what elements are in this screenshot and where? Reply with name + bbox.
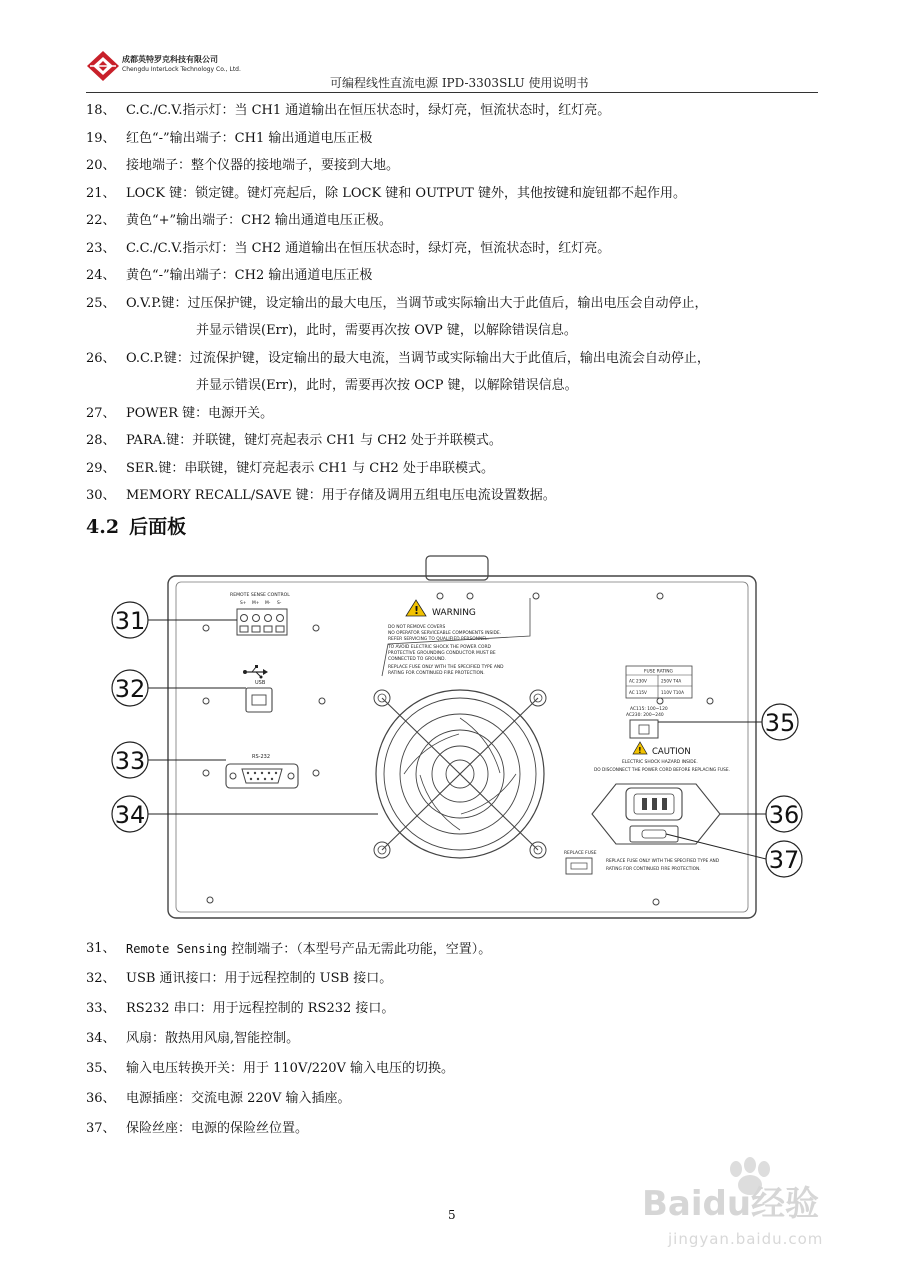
terminal-label: M- [265,601,271,606]
item-text: 风扇：散热用风扇,智能控制。 [126,1031,300,1046]
callout-32 [112,670,148,706]
item-text: 控制端子：（本型号产品无需此功能，空置）。 [227,942,492,957]
item-text: C.C./C.V.指示灯：当 CH2 通道输出在恒压状态时，绿灯亮，恒流状态时，红灯亮。 [126,240,611,256]
item-number: 24、 [86,268,116,283]
item-number: 36、 [86,1091,116,1106]
item-text: 接地端子：整个仪器的接地端子，要接到大地。 [126,158,400,173]
list-item [86,482,826,510]
item-text: O.C.P.键：过流保护键，设定输出的最大电流，当调节或实际输出大于此值后，输出电流会自动停止， [126,350,710,366]
svg-text:AC 230V: AC 230V [629,678,647,684]
rs232-label: RS-232 [252,754,270,760]
item-number: 37、 [86,1121,116,1136]
caution-title: CAUTION [652,747,691,757]
caution-line: ELECTRIC SHOCK HAZARD INSIDE. [622,760,698,765]
rear-panel-diagram [114,548,800,928]
page-header [0,0,905,95]
item-number: 20、 [86,158,116,173]
section-number: 4.2 [86,516,120,538]
caution-icon [633,742,647,755]
list-item [86,1114,826,1144]
list-item [86,1054,826,1084]
front-panel-item-list [86,97,826,510]
remote-sense-terminal-block [237,609,287,635]
callout-35 [762,704,798,740]
svg-text:FUSE RATING: FUSE RATING [644,669,673,675]
item-number: 29、 [86,460,116,476]
fuse-holder [630,826,678,842]
item-text-mono: Remote Sensing [126,942,228,956]
watermark-brand: Baidu经验 [642,1184,820,1224]
item-number: 23、 [86,240,116,256]
svg-text:34: 34 [114,801,146,829]
item-text-continuation: 并显示错误(Err)，此时，需要再次按 OVP 键，以解除错误信息。 [196,323,577,338]
item-text: 电源插座：交流电源 220V 输入插座。 [126,1091,351,1106]
item-text: MEMORY RECALL/SAVE 键：用于存储及调用五组电压电流设置数据。 [126,488,556,503]
company-logo-icon [86,50,120,82]
item-text: PARA.键：并联键，键灯亮起表示 CH1 与 CH2 处于并联模式。 [126,433,502,448]
terminal-label: M+ [252,601,260,606]
usb-icon [243,665,268,679]
item-text: USB 通讯接口：用于远程控制的 USB 接口。 [126,971,393,986]
item-number: 31、 [86,941,116,956]
list-item [86,455,826,483]
item-text: O.V.P.键：过压保护键，设定输出的最大电压，当调节或实际输出大于此值后，输出电压会自动停止， [126,295,708,311]
list-item [86,180,826,208]
section-heading [86,512,186,539]
voltage-selector-switch [630,720,658,738]
callout-36 [766,796,802,832]
svg-text:!: ! [414,604,420,617]
item-number: 33、 [86,1001,116,1016]
svg-text:!: ! [638,746,642,755]
svg-text:37: 37 [768,846,800,874]
list-item [86,235,826,263]
list-item [86,345,826,400]
item-text: RS232 串口：用于远程控制的 RS232 接口。 [126,1001,395,1016]
remote-sense-label: REMOTE SENSE CONTROL [230,593,290,598]
item-number: 21、 [86,185,116,201]
svg-text:32: 32 [114,675,146,703]
watermark-url: jingyan.baidu.com [668,1230,824,1248]
list-item [86,1024,826,1054]
list-item [86,427,826,455]
item-text: 输入电压转换开关：用于 110V/220V 输入电压的切换。 [126,1061,455,1076]
item-number: 19、 [86,130,116,146]
item-number: 27、 [86,405,116,421]
item-number: 26、 [86,350,116,366]
item-number: 22、 [86,213,116,228]
item-text: POWER 键：电源开关。 [126,405,274,421]
list-item [86,994,826,1024]
terminal-label: S- [277,601,282,606]
company-name-en: Chengdu InterLock Technology Co., Ltd. [122,66,241,73]
cooling-fan [374,690,546,858]
svg-text:36: 36 [768,801,800,829]
item-number: 28、 [86,433,116,448]
warning-line: REFER SERVICING TO QUALIFIED PERSONNEL. [388,637,489,642]
warning-line: CONNECTED TO GROUND. [388,657,446,662]
item-number: 18、 [86,103,116,118]
replace-fuse-line: RATING FOR CONTINUED FIRE PROTECTION. [606,867,701,872]
list-item [86,262,826,290]
company-name-cn: 成都英特罗克科技有限公司 [122,55,218,64]
item-number: 32、 [86,971,116,986]
rs232-port [226,764,298,788]
list-item [86,207,826,235]
list-item [86,1084,826,1114]
baidu-watermark [640,1155,840,1265]
item-text: 保险丝座：电源的保险丝位置。 [126,1121,309,1136]
callout-37 [766,841,802,877]
svg-text:AC 115V: AC 115V [629,690,647,695]
callout-34 [112,796,148,832]
warning-line: NO OPERATOR SERVICEABLE COMPONENTS INSIDE. [388,631,502,636]
terminal-label: S+ [240,601,247,606]
usb-port [246,688,272,712]
list-item [86,964,826,994]
list-item [86,152,826,180]
warning-line: PROTECTIVE GROUNDING CONDUCTOR MUST BE [388,651,496,656]
list-item [86,400,826,428]
list-item [86,290,826,345]
warning-line: RATING FOR CONTINUED FIRE PROTECTION. [388,671,485,676]
replace-fuse-label: REPLACE FUSE [564,851,597,856]
spare-fuse-slot [566,858,592,874]
svg-text:250V T4A: 250V T4A [661,678,682,684]
warning-line: REPLACE FUSE ONLY WITH THE SPECIFIED TYPE AND [388,665,504,670]
warning-line: TO AVOID ELECTRIC SHOCK THE POWER CORD [388,645,491,650]
svg-text:35: 35 [764,709,796,737]
item-number: 25、 [86,295,116,311]
header-divider [86,92,818,93]
usb-label: USB [255,680,266,686]
svg-text:31: 31 [114,607,146,635]
svg-text:110V T10A: 110V T10A [661,690,684,695]
warning-line: DO NOT REMOVE COVERS [388,625,446,630]
caution-line: DO DISCONNECT THE POWER CORD BEFORE REPLACING FUSE. [594,768,730,773]
svg-text:33: 33 [114,747,146,775]
page-number: 5 [448,1208,456,1222]
replace-fuse-line: REPLACE FUSE ONLY WITH THE SPECIFIED TYPE AND [606,859,720,864]
item-text: C.C./C.V.指示灯：当 CH1 通道输出在恒压状态时，绿灯亮，恒流状态时，红灯亮。 [126,103,611,118]
item-text: LOCK 键：锁定键。键灯亮起后，除 LOCK 键和 OUTPUT 键外，其他按键和旋钮都不起作用。 [126,185,686,201]
item-text: 红色“-”输出端子：CH1 输出通道电压正极 [126,130,373,146]
item-text-continuation: 并显示错误(Err)，此时，需要再次按 OCP 键，以解除错误信息。 [196,378,578,393]
section-title: 后面板 [129,516,187,538]
item-text: SER.键：串联键，键灯亮起表示 CH1 与 CH2 处于串联模式。 [126,460,494,476]
item-number: 30、 [86,488,116,503]
list-item [86,934,826,964]
item-number: 34、 [86,1031,116,1046]
callout-33 [112,742,148,778]
list-item [86,97,826,125]
item-text: 黄色“+”输出端子：CH2 输出通道电压正极。 [126,213,392,228]
fuse-rating-table [626,666,692,698]
item-number: 35、 [86,1061,116,1076]
item-text: 黄色“-”输出端子：CH2 输出通道电压正极 [126,268,373,283]
list-item [86,125,826,153]
callout-31 [112,602,148,638]
warning-icon [406,600,426,617]
document-title: 可编程线性直流电源 IPD-3303SLU 使用说明书 [330,76,589,90]
warning-title: WARNING [432,608,476,618]
switch-label: AC230: 200~240 [626,713,664,718]
rear-panel-item-list [86,934,826,1144]
switch-label: AC115: 100~120 [630,707,668,712]
